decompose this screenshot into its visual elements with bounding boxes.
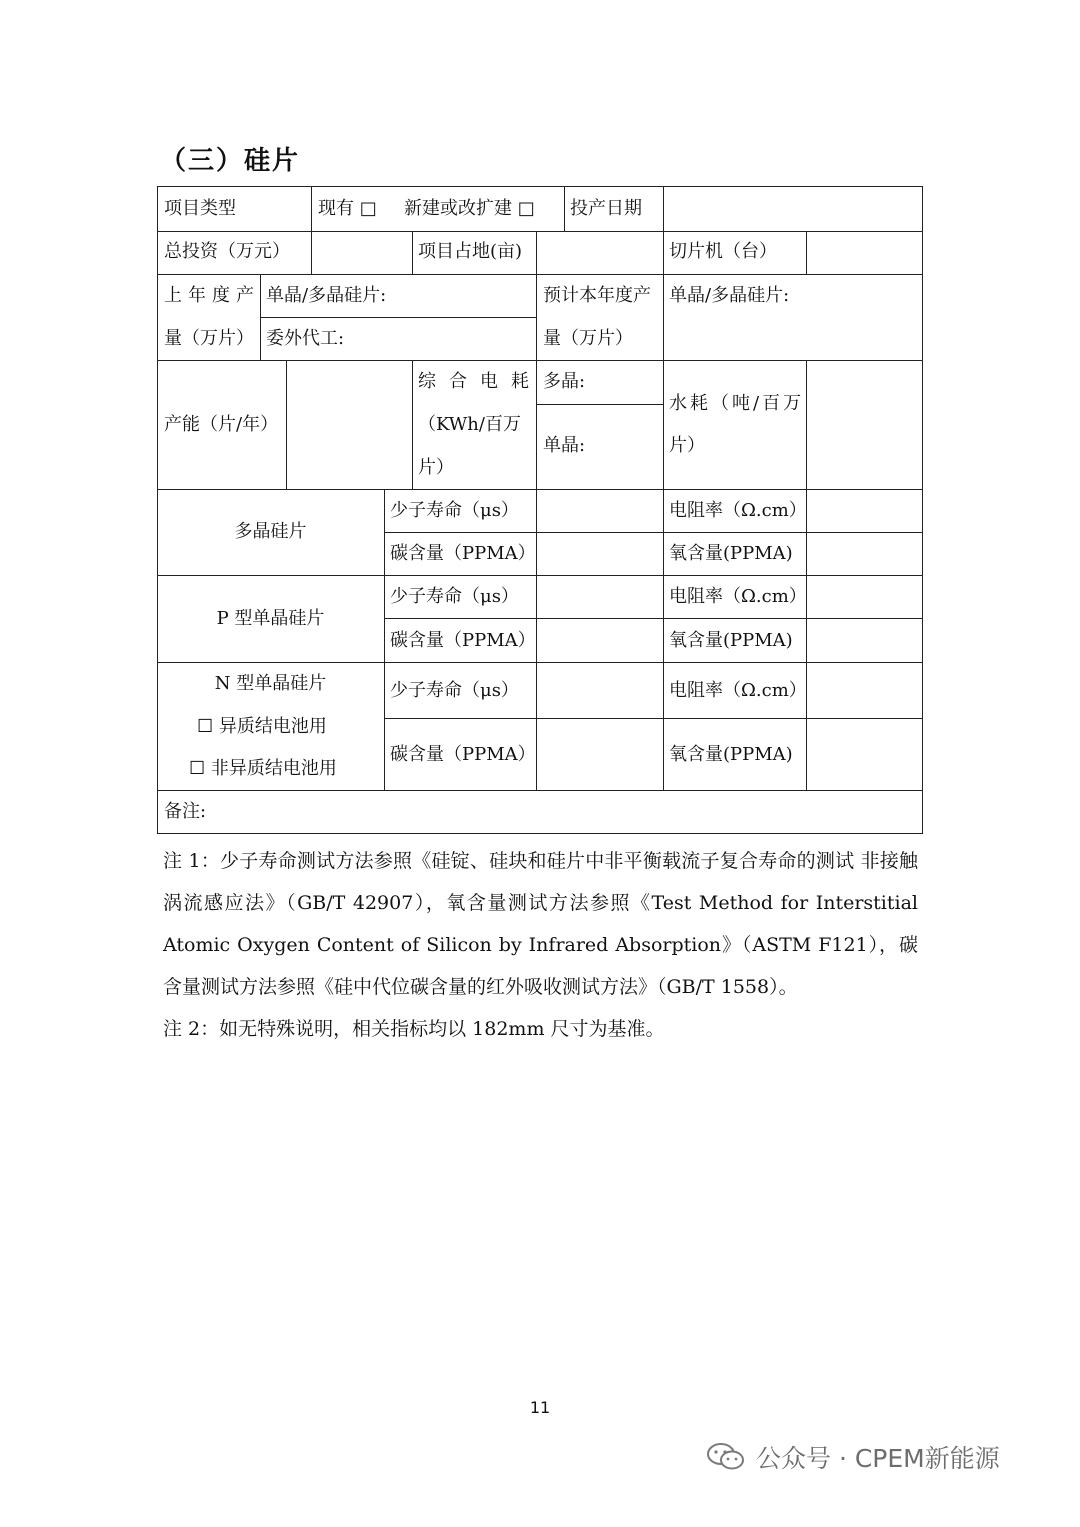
table-border-top [157,186,923,187]
oxygen-content-label: 氧含量(PPMA) [669,630,793,651]
table-col-divider [412,231,413,274]
watermark [706,1437,1000,1477]
table-col-divider [663,186,664,489]
p-type-mono-group-label: P 型单晶硅片 [216,608,325,629]
table-row-divider [157,662,923,663]
resistivity-label: 电阻率（Ω.cm） [669,586,807,607]
estimated-mono-poly-label: 单晶/多晶硅片: [669,285,790,306]
table-col-divider [663,489,664,790]
table-row-divider [260,317,536,318]
silicon-wafer-form-table [157,186,923,834]
table-row-divider [384,532,923,533]
non-heterojunction-checkbox[interactable]: ☐ 非异质结电池用 [189,758,337,779]
new-or-expansion-checkbox[interactable]: 新建或改扩建 □ [404,198,535,219]
minority-lifetime-label: 少子寿命（μs） [390,680,519,701]
table-row-divider [157,489,923,490]
power-consumption-label: 综合电耗 [418,371,542,392]
table-row-divider [384,718,923,719]
table-row-divider [157,575,923,576]
table-row-divider [157,274,923,275]
table-col-divider [806,360,807,790]
table-row-divider [157,790,923,791]
oxygen-content-label: 氧含量(PPMA) [669,543,793,564]
poly-wafer-group-label: 多晶硅片 [234,521,307,542]
note-1: 注 1：少子寿命测试方法参照《硅锭、硅块和硅片中非平衡载流子复合寿命的测试 非接触涡流感应法》（GB/T 42907），氧含量测试方法参照《Test Method for Interstitial Atomic Oxygen Content of Silicon by Infrared Absorption》（ASTM F121），碳含量测试方法参照《硅中代位碳含量的红外吸收测试方法》（GB/T 1558）。 [163,850,918,998]
resistivity-label: 电阻率（Ω.cm） [669,500,807,521]
section-title: （三）硅片 [160,146,301,176]
carbon-content-label: 碳含量（PPMA） [390,630,536,651]
n-type-mono-group-label: N 型单晶硅片 [214,673,327,694]
page-number: 11 [529,1398,551,1417]
resistivity-label: 电阻率（Ω.cm） [669,680,807,701]
table-row-divider [157,231,923,232]
mono-poly-wafer-label: 单晶/多晶硅片: [266,285,387,306]
power-consumption-unit-end: 片） [418,457,454,478]
table-col-divider [536,360,537,790]
land-area-label: 项目占地(亩) [418,241,523,262]
table-col-divider [564,186,565,231]
remarks-label: 备注: [164,801,207,822]
table-border-bottom [157,833,923,834]
heterojunction-checkbox[interactable]: ☐ 异质结电池用 [197,716,327,737]
table-border-left [157,186,158,834]
note-2: 注 2：如无特殊说明，相关指标均以 182mm 尺寸为基准。 [163,1018,665,1040]
table-col-divider [286,360,287,489]
estimated-output-label-unit: 量（万片） [543,328,633,349]
table-col-divider [384,489,385,790]
capacity-label: 产能（片/年） [164,414,279,435]
table-row-divider [384,618,923,619]
production-date-label: 投产日期 [570,198,642,219]
table-row-divider [157,360,923,361]
table-col-divider [311,186,312,274]
slicer-count-label: 切片机（台） [669,241,777,262]
oxygen-content-label: 氧含量(PPMA) [669,744,793,765]
power-consumption-unit: （KWh/百万 [418,414,521,435]
minority-lifetime-label: 少子寿命（μs） [390,500,519,521]
watermark-text: 公众号 · CPEM新能源 [756,1444,1000,1473]
wechat-icon [706,1442,746,1472]
existing-checkbox[interactable]: 现有 □ [318,198,377,219]
water-consumption-unit: 片） [669,435,705,456]
project-type-label: 项目类型 [164,198,236,219]
minority-lifetime-label: 少子寿命（μs） [390,586,519,607]
outsourced-label: 委外代工: [266,328,345,349]
last-year-output-label-unit: 量（万片） [164,328,254,349]
mono-power-label: 单晶: [543,435,586,456]
water-consumption-label: 水耗（吨/百万 [669,393,805,414]
table-col-divider [536,231,537,361]
table-col-divider [412,360,413,489]
table-row-divider [537,404,663,405]
notes [163,840,918,1050]
carbon-content-label: 碳含量（PPMA） [390,543,536,564]
table-border-right [922,186,923,834]
carbon-content-label: 碳含量（PPMA） [390,744,536,765]
table-col-divider [260,274,261,361]
total-investment-label: 总投资（万元） [164,241,290,262]
table-col-divider [806,231,807,274]
poly-power-label: 多晶: [543,371,586,392]
estimated-output-label: 预计本年度产 [543,285,651,306]
last-year-output-label: 上年度产 [164,285,260,306]
